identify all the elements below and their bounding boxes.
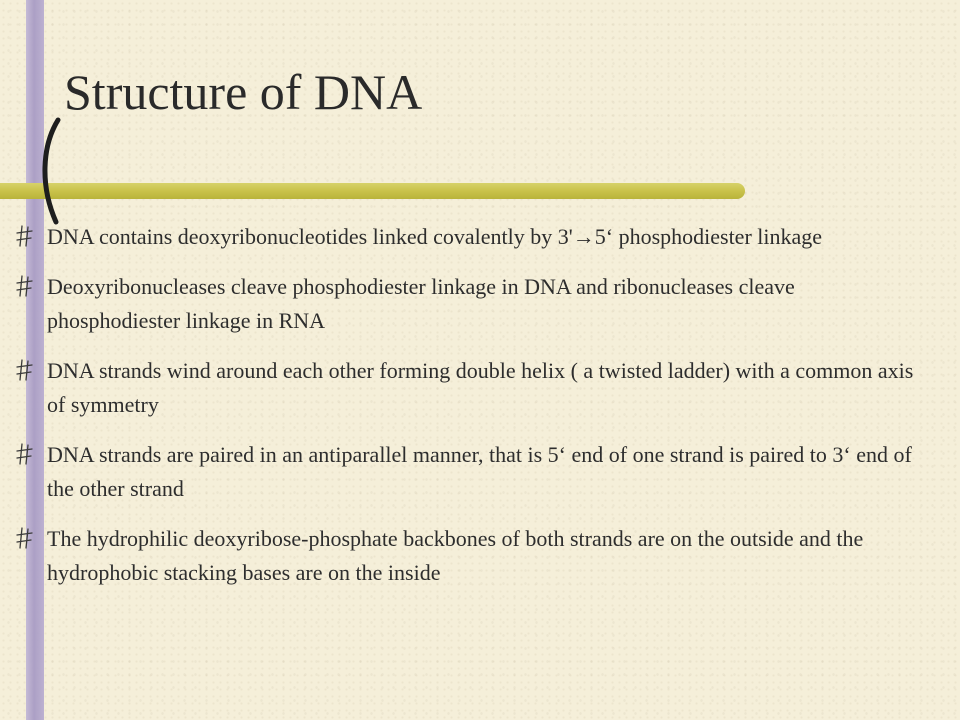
title-underline-bar [0, 183, 745, 199]
hash-mark-icon [16, 225, 33, 247]
hash-mark-icon [16, 359, 33, 381]
bullet-item [16, 270, 921, 338]
bullet-item [16, 522, 921, 590]
hash-mark-icon [16, 443, 33, 465]
bullet-item [16, 438, 921, 506]
bullet-text: DNA strands wind around each other forming double helix ( a twisted ladder) with a common axis of symmetry [47, 358, 914, 417]
bullet-item [16, 220, 921, 254]
hash-mark-icon [16, 527, 33, 549]
bullet-text: Deoxyribonucleases cleave phosphodiester linkage in DNA and ribonucleases cleave phosphodiester linkage in RNA [47, 274, 795, 333]
bullet-text: The hydrophilic deoxyribose-phosphate backbones of both strands are on the outside and the hydrophobic stacking bases are on the inside [47, 526, 864, 585]
bullet-text: DNA contains deoxyribonucleotides linked covalently by 3'→5‘ phosphodiester linkage [47, 224, 823, 249]
bullet-list [16, 220, 921, 606]
bullet-text: DNA strands are paired in an antiparallel manner, that is 5‘ end of one strand is paired to 3‘ end of the other strand [47, 442, 912, 501]
bracket-decoration-icon [34, 116, 62, 226]
slide-title: Structure of DNA [64, 64, 423, 120]
hash-mark-icon [16, 275, 33, 297]
bullet-item [16, 354, 921, 422]
